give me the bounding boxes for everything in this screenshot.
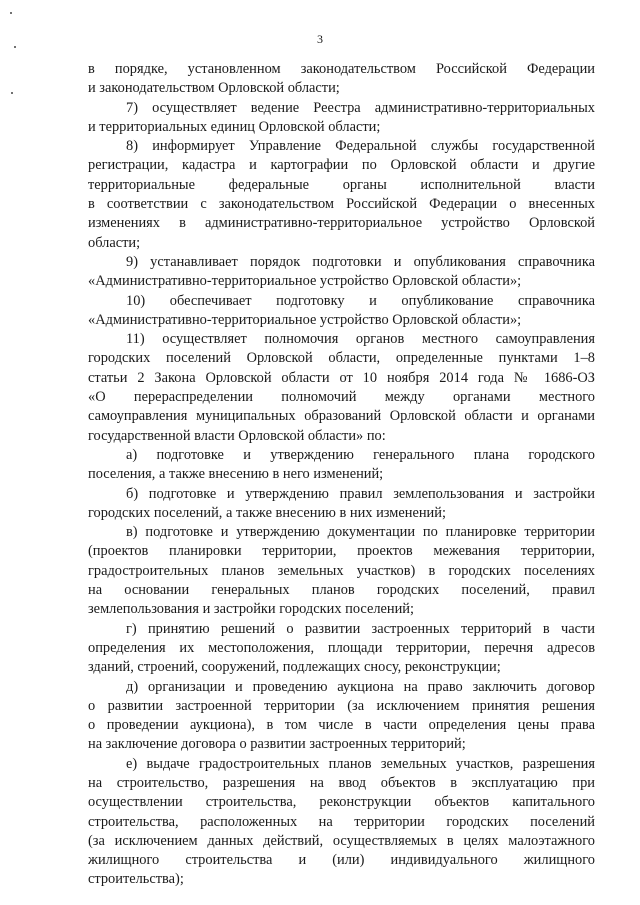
text-line: статьи 2 Закона Орловской области от 10 ноября 2014 года № 1686-ОЗ: [88, 369, 595, 386]
text-line: строительства, расположенных на территории городских поселений: [88, 813, 595, 830]
text-line: о развитии застроенной территории (за исключением принятия решения: [88, 697, 595, 714]
text-line: строительства);: [88, 871, 184, 888]
text-line: (проектов планировки территории, проектов межевания территории,: [88, 543, 595, 560]
text-line: территориальные федеральные органы исполнительной власти: [88, 176, 595, 193]
page-number: 3: [317, 32, 323, 46]
text-line: и территориальных единиц Орловской области;: [88, 118, 381, 135]
text-line: градостроительных планов земельных участков) в городских поселениях: [88, 562, 595, 579]
text-line: городских поселений, а также внесению в них изменений;: [88, 504, 446, 521]
scan-speck: [11, 92, 13, 94]
text-line: самоуправления муниципальных образований Орловской области и органами: [88, 408, 595, 425]
text-line: о проведении аукциона), в том числе в части определения цены права: [88, 717, 595, 734]
text-line: д) организации и проведению аукциона на право заключить договор: [126, 678, 595, 695]
text-line: (за исключением данных действий, осуществляемых в целях малоэтажного: [88, 832, 595, 849]
scan-speck: [10, 12, 12, 14]
text-line: 7) осуществляет ведение Реестра административно-территориальных: [126, 99, 595, 116]
text-line: зданий, строений, сооружений, подлежащих сносу, реконструкции;: [88, 659, 501, 676]
text-line: в соответствии с законодательством Российской Федерации о внесенных: [88, 196, 595, 213]
text-line: государственной власти Орловской области» по:: [88, 427, 386, 444]
text-line: 8) информирует Управление Федеральной службы государственной: [126, 138, 595, 155]
text-line: на строительство, разрешения на ввод объектов в эксплуатацию при: [88, 774, 595, 791]
text-line: а) подготовке и утверждению генерального плана городского: [126, 446, 595, 463]
text-line: «Административно-территориальное устройство Орловской области»;: [88, 311, 522, 328]
text-line: «О перераспределении полномочий между органами местного: [88, 389, 595, 406]
text-line: осуществлении строительства, реконструкции объектов капитального: [88, 794, 595, 811]
text-line: изменениях в административно-территориальное устройство Орловской: [88, 215, 595, 232]
text-line: регистрации, кадастра и картографии по Орловской области и другие: [88, 157, 595, 174]
text-line: б) подготовке и утверждению правил землепользования и застройки: [126, 485, 595, 502]
text-line: на основании генеральных планов городских поселений, правил: [88, 582, 595, 599]
document-body: [88, 60, 595, 890]
text-line: землепользования и застройки городских поселений;: [88, 601, 414, 618]
text-line: 11) осуществляет полномочия органов местного самоуправления: [126, 331, 595, 348]
text-line: е) выдаче градостроительных планов земельных участков, разрешения: [126, 755, 595, 772]
text-line: жилищного строительства и (или) индивидуального жилищного: [88, 852, 595, 869]
text-line: и законодательством Орловской области;: [88, 80, 340, 97]
text-line: в порядке, установленном законодательством Российской Федерации: [88, 61, 595, 77]
text-line: 10) обеспечивает подготовку и опубликование справочника: [126, 292, 595, 309]
text-line: на заключение договора о развитии застроенных территорий;: [88, 736, 466, 753]
text-line: поселения, а также внесению в него изменений;: [88, 466, 384, 483]
text-line: области;: [88, 234, 141, 251]
text-line: г) принятию решений о развитии застроенных территорий в части: [126, 620, 595, 637]
text-line: городских поселений Орловской области, определенные пунктами 1–8: [88, 350, 595, 367]
text-line: в) подготовке и утверждению документации по планировке территории: [126, 524, 595, 541]
text-line: «Административно-территориальное устройство Орловской области»;: [88, 273, 522, 290]
text-line: 9) устанавливает порядок подготовки и опубликования справочника: [126, 253, 595, 270]
text-line: определения их местоположения, площади территории, перечня адресов: [88, 639, 595, 656]
